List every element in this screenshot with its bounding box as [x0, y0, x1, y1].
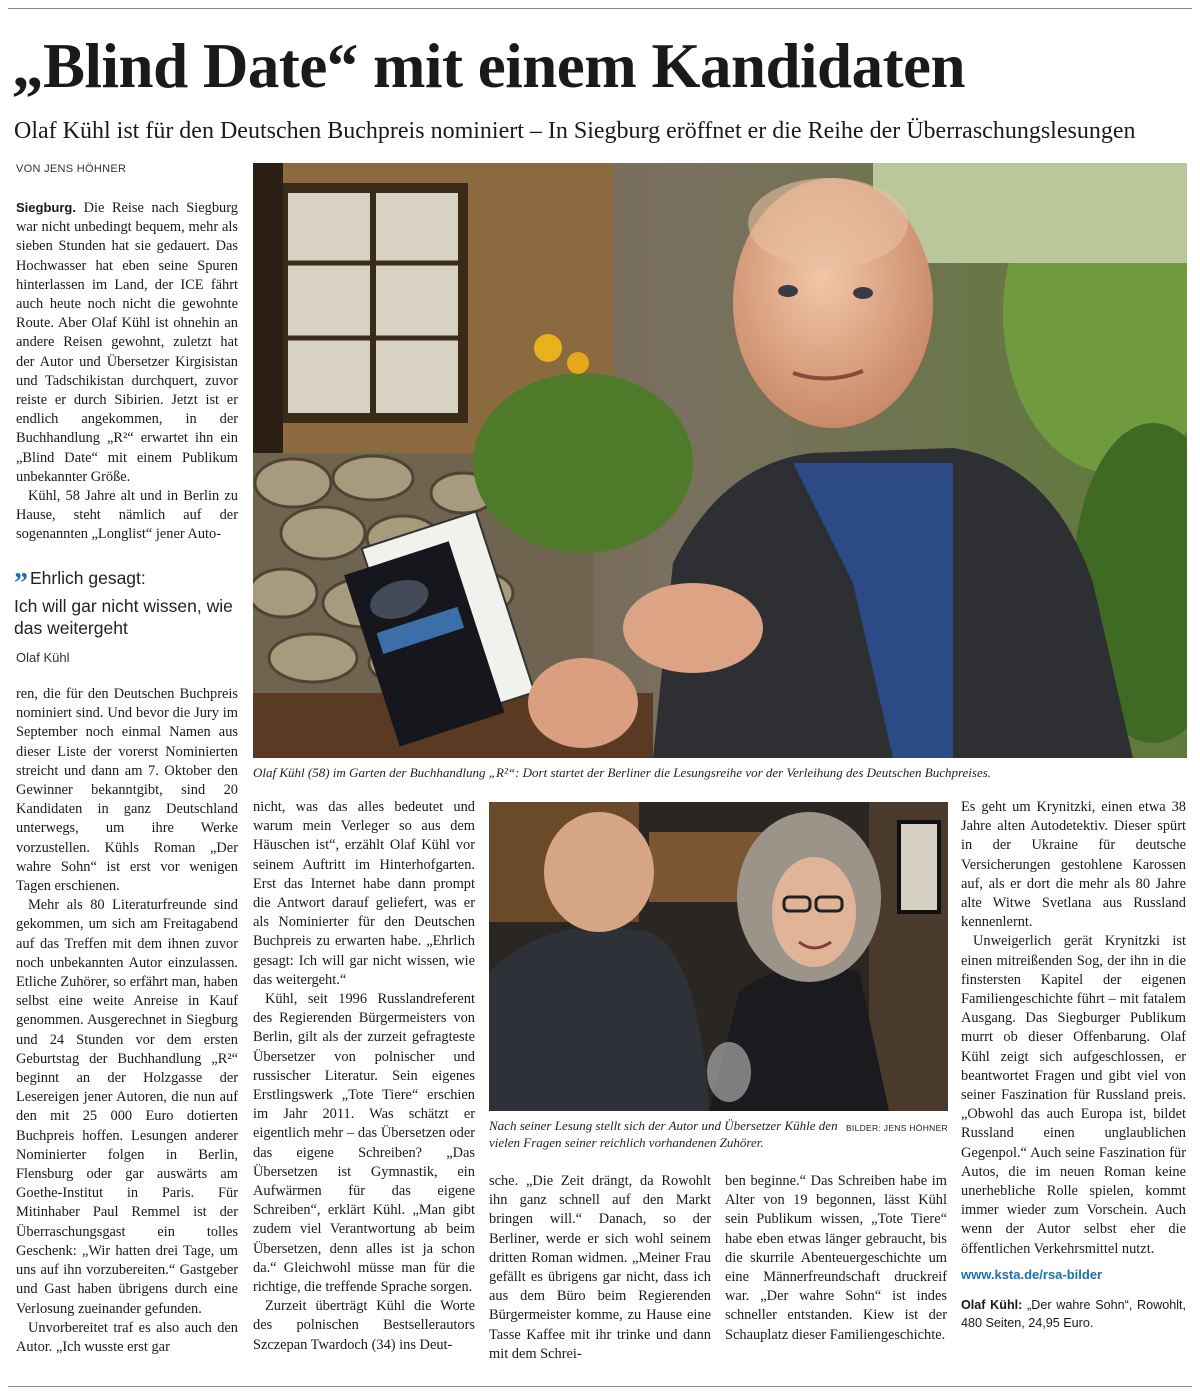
quote-author: Olaf Kühl: [16, 650, 70, 665]
quote-lead: Ehrlich gesagt:: [30, 568, 146, 588]
headline: „Blind Date“ mit einem Kandidaten: [12, 31, 966, 101]
paragraph: Unvorbereitet traf es also auch den Autor. „Ich wusste erst gar: [16, 1319, 238, 1355]
paragraph: Kühl, 58 Jahre alt und in Berlin zu Hause, steht nämlich auf der sogenannten „Longlist“ jener Auto-: [16, 488, 238, 543]
secondary-photo: [489, 802, 948, 1111]
main-photo-caption: Olaf Kühl (58) im Garten der Buchhandlung „R²“: Dort startet der Berliner die Lesungsreihe vor der Verleihung des Deutschen Buchpreises.: [253, 765, 992, 780]
bottom-rule: [8, 1386, 1192, 1387]
paragraph: Kühl, seit 1996 Russlandreferent des Regierenden Bürgermeisters von Berlin, gilt als der zurzeit gefragteste Übersetzer von polnischer und russischer Literatur. Sein eigenes Erstlingswerk „Tote Tiere“ erschien im Jahr 2011. Was schätzt er eigentlich mehr – das Übersetzen oder das eigene Schreiben? „Das Übersetzen ist Gymnastik, ein Aufwärmen für das eigene Schreiben“, erklärt Kühl. „Man gibt zudem viel Verantwortung ab beim Übersetzen, denn alles ist ja schon da.“ Gleichwohl müsse man für die richtige, die treffende Sprache sorgen.: [253, 991, 475, 1296]
paragraph: Zurzeit überträgt Kühl die Worte des polnischen Bestsellerautors Szczepan Twardoch (34) ins Deut-: [253, 1298, 475, 1353]
book-info-text: „Der wahre Sohn“, Rowohlt, 480 Seiten, 24,95 Euro.: [961, 1298, 1186, 1331]
photo-credit: BILDER: JENS HÖHNER: [845, 1123, 948, 1133]
paragraph: sche. „Die Zeit drängt, da Rowohlt ihn ganz schnell auf den Markt bringen will.“ Danach, so der Berliner, werde er sich wohl seinem dritten Roman widmen. „Meiner Frau gefällt es übrigens gar nicht, dass ich aus dem Büro beim Regierenden Bürgermeister komme, zu Hause eine Tasse Kaffee mit ihr trinke und dann mit dem Schrei-: [489, 1173, 711, 1362]
secondary-caption-text: Nach seiner Lesung stellt sich der Autor und Übersetzer Kühle den vielen Fragen seiner reichlich vorhandenen Zuhörer.: [489, 1118, 838, 1150]
article-column-3: [489, 1172, 711, 1364]
article-column-2: [253, 798, 475, 1355]
pull-quote: [14, 567, 244, 639]
byline: VON JENS HÖHNER: [16, 163, 127, 175]
article-column-1-top: [16, 198, 238, 545]
top-rule: [8, 8, 1192, 9]
article-column-5: [961, 798, 1186, 1332]
article-column-4: [725, 1172, 947, 1345]
paragraph: Mehr als 80 Literaturfreunde sind gekommen, um sich am Freitagabend auf das Treffen mit dem ihnen zuvor noch unbekannten Autor einzulassen. Etliche Zuhörer, so erfährt man, haben selbst eine weite Anreise in Kauf genommen. Ausgerechnet in Siegburg und 24 Stunden vor dem ersten Geburtstag der Buchhandlung „R²“ beginnt an der Holzgasse der Lesereigen jener Autoren, die nun auf den mit 25 000 Euro dotierten Buchpreis hoffen. Lesungen anderer Nominierter folgen in Berlin, Flensburg oder gar auswärts am Goethe-Institut in Paris. Für Mitinhaber Paul Remmel ist der Überraschungsgast ein tolles Geschenk: „Wir hatten drei Tage, um uns auf ihn vorzubereiten.“ Gastgeber und Gast haben übrigens durch eine Verlosung zueinander gefunden.: [16, 897, 238, 1317]
book-info: [961, 1296, 1186, 1332]
paragraph: nicht, was das alles bedeutet und warum mein Verleger so aus dem Häuschen ist“, erzählt Olaf Kühl vor seinem Auftritt im Hinterhofgarten. Erst das Internet habe dann prompt die Antwort darauf geliefert, was er als Nominierter für den Deutschen Buchpreis zu erwarten habe. „Ehrlich gesagt: Ich will gar nicht wissen, wie das weitergeht.“: [253, 799, 475, 988]
main-photo-image: [253, 163, 1187, 758]
paragraph: Unweigerlich gerät Krynitzki ist einen mitreißenden Sog, der ihn in die finstersten Kapitel der eigenen Familiengeschichte führt – mit fatalem Ausgang. Das Siegburger Publikum murrt ob dieser Offenbarung. Olaf Kühl zeigt sich aufgeschlossen, er beantwortet Fragen und gibt viel von seiner Faszination für Russland preis. „Obwohl das auch Europa ist, bildet Russland einen unglaublichen Gegenpol.“ Auch seine Faszination für Autos, die im neuen Roman keine unerhebliche Rolle spielen, kommt immer wieder zum Vorschein. Auch wenn der Autor selbst eher die öffentlichen Verkehrsmittel nutzt.: [961, 933, 1186, 1257]
quote-icon: ”: [14, 568, 28, 599]
main-photo: [253, 163, 1187, 758]
secondary-photo-image: [489, 802, 948, 1111]
subheadline: Olaf Kühl ist für den Deutschen Buchpreis nominiert – In Siegburg eröffnet er die Reihe der Überraschungslesungen: [14, 118, 1136, 144]
article-column-1-bottom: [16, 685, 238, 1357]
secondary-photo-caption: [489, 1117, 948, 1151]
gallery-link[interactable]: www.ksta.de/rsa-bilder: [961, 1266, 1103, 1282]
paragraph: ren, die für den Deutschen Buchpreis nominiert sind. Und bevor die Jury im September noch einmal Namen aus dieser Liste der vorerst Nominierten streicht und dann am 7. Oktober den Gewinner bekanntgibt, sind 20 Kandidaten in ganz Deutschland unterwegs, um ihre Werke vorzustellen. Kühls Roman „Der wahre Sohn“ ist erst vor wenigen Tagen erschienen.: [16, 686, 238, 895]
paragraph: ben beginne.“ Das Schreiben habe im Alter von 19 begonnen, lässt Kühl sein Publikum wissen, „Tote Tiere“ habe eben etwas länger gebraucht, bis die skurrile Abenteuergeschichte um eine Männerfreundschaft druckreif war. „Der wahre Sohn“ ist indes schneller entstanden. Kiew ist der Schauplatz dieser Familiengeschichte.: [725, 1173, 947, 1343]
quote-text: Ich will gar nicht wissen, wie das weitergeht: [14, 596, 233, 638]
dateline: Siegburg.: [16, 200, 76, 215]
paragraph: [16, 198, 238, 487]
paragraph-text: Die Reise nach Siegburg war nicht unbedingt bequem, mehr als sieben Stunden hat sie gedauert. Das Hochwasser hat eben seine Spuren hinterlassen im Land, der ICE fährt auch heute noch nicht die gewohnte Route. Aber Olaf Kühl ist ohnehin an andere Reisen gewohnt, zuletzt hat der Autor und Übersetzer Kirgisistan und Tadschikistan durchquert, zuvor reiste er durch Sibirien. Jetzt ist er endlich angekommen, in der Buchhandlung „R²“ erwartet ihn ein „Blind Date“ mit einem Publikum unbekannter Größe.: [16, 200, 238, 485]
book-info-label: Olaf Kühl:: [961, 1298, 1023, 1313]
paragraph: Es geht um Krynitzki, einen etwa 38 Jahre alten Autodetektiv. Dieser spürt in der Ukraine für deutsche Versicherungen gestohlene Karossen auf, als er dort die mehr als 80 Jahre alte Witwe Svetlana aus Russland kennenlernt.: [961, 799, 1186, 931]
